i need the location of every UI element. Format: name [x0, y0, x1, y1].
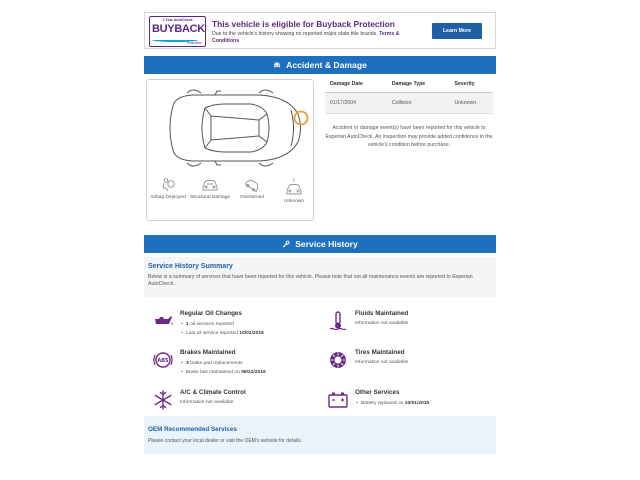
abs-brake-icon	[152, 349, 174, 371]
damage-diagram-card	[146, 79, 314, 221]
service-history-header	[144, 235, 496, 253]
brakes-count: 3	[186, 361, 189, 366]
overturned	[232, 177, 272, 201]
unknown-label: Unknown	[284, 199, 304, 204]
structural-label: Structural Damage	[190, 195, 230, 200]
ac-climate-status: Information not available	[180, 400, 234, 405]
overturned-icon	[243, 177, 261, 193]
airbag-deployed	[148, 177, 188, 201]
col-damage-date: Damage Date	[325, 77, 387, 92]
other-services-title: Other Services	[355, 389, 400, 396]
buyback-banner	[144, 12, 496, 49]
brakes-last-prefix: Brake last maintained on	[186, 370, 242, 375]
damage-type-icons	[147, 177, 313, 217]
damage-table-header	[325, 77, 493, 92]
brakes-title: Brakes Maintained	[180, 349, 236, 356]
other-services-line	[361, 401, 429, 406]
oem-title: OEM Recommended Services	[148, 426, 237, 433]
overturned-label: Overturned	[240, 195, 264, 200]
accident-damage-title: Accident & Damage	[286, 60, 367, 70]
brakes-last-date: 09/22/2016	[241, 370, 266, 375]
service-history-title: Service History	[295, 239, 358, 249]
brakes-item	[152, 349, 312, 389]
service-summary-title: Service History Summary	[148, 263, 233, 270]
oil-last-line	[186, 331, 264, 336]
buyback-description	[212, 31, 424, 44]
unknown-damage-icon	[285, 177, 303, 197]
oil-last-prefix: Last oil service reported	[186, 331, 240, 336]
car-top-view-diagram	[153, 84, 309, 172]
tires-item	[327, 349, 487, 389]
col-severity: Severity	[449, 77, 493, 92]
oil-count: 1	[186, 322, 189, 327]
accident-damage-header	[144, 56, 496, 74]
table-row	[325, 92, 493, 113]
tires-title: Tires Maintained	[355, 349, 405, 356]
service-summary-text: Below is a summary of services that have been reported for this vehicle. Please note that not all maintenance events are reported to Experian AutoCheck.	[148, 274, 473, 287]
fluids-item	[327, 310, 487, 350]
structural-damage	[190, 177, 230, 201]
wrench-icon	[282, 240, 290, 248]
buyback-logo	[149, 16, 206, 47]
severity-cell: Unknown	[449, 92, 493, 113]
damage-table	[325, 77, 493, 114]
brakes-count-line	[186, 361, 243, 366]
svg-text:ABS: ABS	[157, 358, 169, 364]
fluids-status: Information not available	[355, 321, 409, 326]
thermometer-fluid-icon	[327, 310, 349, 332]
oil-changes-title: Regular Oil Changes	[180, 310, 242, 317]
oil-changes-item	[152, 310, 312, 350]
structural-damage-icon	[201, 177, 219, 193]
car-front-icon	[273, 61, 281, 69]
oil-last-date: 10/01/2015	[239, 331, 264, 336]
ac-climate-title: A/C & Climate Control	[180, 389, 246, 396]
oil-count-line	[186, 322, 234, 327]
snowflake-icon	[152, 389, 174, 411]
other-services-prefix: Battery replaced on	[361, 401, 405, 406]
oil-count-suffix: oil services reported	[188, 322, 234, 327]
battery-icon	[327, 389, 349, 411]
buyback-description-text: Due to the vehicle's history showing no reported major state title brands.	[212, 31, 378, 37]
fluids-title: Fluids Maintained	[355, 310, 409, 317]
impact-marker	[295, 112, 308, 125]
svg-text:?: ?	[292, 178, 296, 185]
oil-can-icon	[152, 310, 174, 332]
buyback-logo-top: 1 Year AutoCheck	[162, 18, 193, 22]
buyback-title: This vehicle is eligible for Buyback Protection	[212, 19, 395, 29]
tires-status: Information not available	[355, 360, 409, 365]
learn-more-button[interactable]: Learn More	[432, 23, 482, 39]
damage-note: Accident or damage event(s) have been reported for this vehicle to Experian AutoCheck. An inspection may provide added confidence in the vehicle's condition before purchase.	[325, 125, 493, 149]
buyback-logo-sub: Protection	[186, 41, 202, 45]
unknown-damage	[274, 177, 314, 205]
brakes-last-line	[186, 370, 266, 375]
service-summary	[144, 257, 496, 297]
airbag-label: Airbag Deployed	[150, 195, 186, 200]
col-damage-type: Damage Type	[387, 77, 450, 92]
damage-date-cell: 01/17/2004	[325, 92, 387, 113]
damage-type-cell: Collision	[387, 92, 450, 113]
other-services-date: 10/01/2015	[404, 401, 430, 406]
oem-text: Please contact your local dealer or visit the OEM's website for details.	[148, 438, 303, 444]
oem-recommended-services	[144, 416, 496, 454]
brakes-count-suffix: brake pad replacements	[188, 361, 243, 366]
tire-icon	[327, 349, 349, 371]
buyback-logo-main: BUYBACK	[152, 23, 205, 35]
airbag-icon	[160, 177, 176, 193]
terms-link[interactable]: Terms & Conditions	[212, 31, 400, 44]
